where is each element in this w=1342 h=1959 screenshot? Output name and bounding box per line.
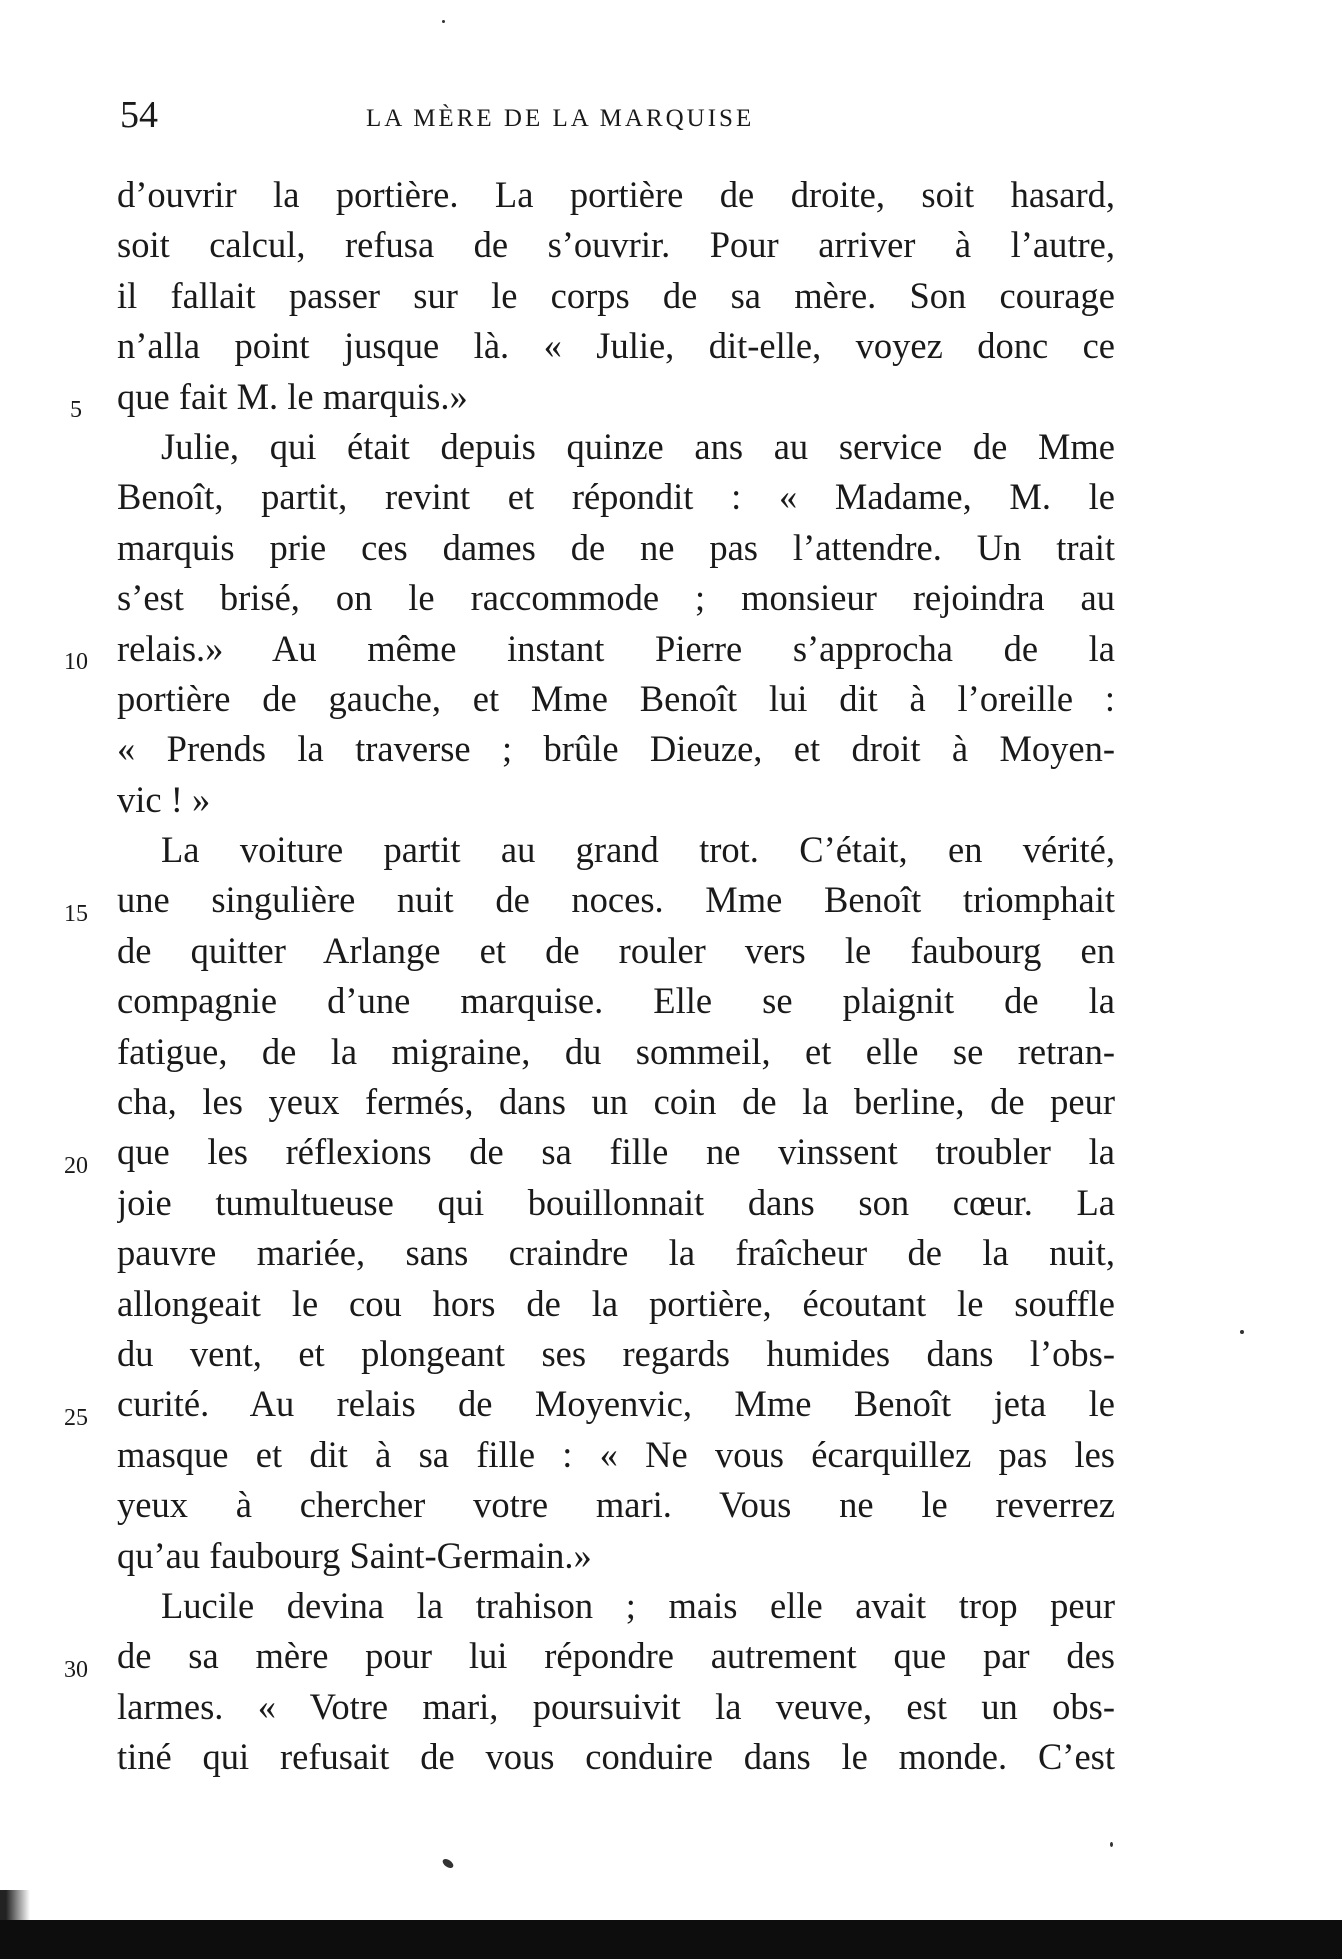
- text-line: Lucile devina la trahison ; mais elle avait trop peur: [161, 1584, 1115, 1626]
- text-line: relais.» Au même instant Pierre s’approcha de la: [117, 627, 1115, 669]
- text-line: joie tumultueuse qui bouillonnait dans son cœur. La: [117, 1181, 1115, 1223]
- line-number: 5: [70, 397, 82, 423]
- text-line: compagnie d’une marquise. Elle se plaignit de la: [117, 980, 1115, 1022]
- line-number: 25: [64, 1405, 88, 1431]
- ink-speck: [1110, 1842, 1113, 1847]
- scan-edge: [0, 1920, 1342, 1959]
- ink-speck: [441, 1857, 455, 1870]
- text-line: pauvre mariée, sans craindre la fraîcheur de la nuit,: [117, 1232, 1115, 1274]
- ink-speck: [442, 20, 445, 23]
- text-line: cha, les yeux fermés, dans un coin de la berline, de peur: [117, 1081, 1115, 1123]
- line-number: 15: [64, 901, 88, 927]
- running-title: LA MÈRE DE LA MARQUISE: [366, 105, 755, 132]
- text-line: larmes. « Votre mari, poursuivit la veuve, est un obs-: [117, 1685, 1115, 1727]
- text-line: de quitter Arlange et de rouler vers le faubourg en: [117, 929, 1115, 971]
- text-line: curité. Au relais de Moyenvic, Mme Benoît jeta le: [117, 1383, 1115, 1425]
- text-line: n’alla point jusque là. « Julie, dit-elle, voyez donc ce: [117, 325, 1115, 367]
- text-line: que fait M. le marquis.»: [117, 375, 468, 417]
- text-line: allongeait le cou hors de la portière, écoutant le souffle: [117, 1282, 1115, 1324]
- body-text: [117, 170, 1115, 1783]
- text-line: une singulière nuit de noces. Mme Benoît triomphait: [117, 879, 1115, 921]
- text-line: s’est brisé, on le raccommode ; monsieur rejoindra au: [117, 577, 1115, 619]
- text-line: La voiture partit au grand trot. C’était, en vérité,: [161, 829, 1115, 871]
- text-line: du vent, et plongeant ses regards humides dans l’obs-: [117, 1332, 1115, 1374]
- line-number: 20: [64, 1153, 88, 1179]
- text-line: d’ouvrir la portière. La portière de droite, soit hasard,: [117, 174, 1115, 215]
- text-line: Julie, qui était depuis quinze ans au service de Mme: [161, 425, 1115, 467]
- text-line: que les réflexions de sa fille ne vinssent troubler la: [117, 1131, 1115, 1173]
- text-line: masque et dit à sa fille : « Ne vous écarquillez pas les: [117, 1433, 1115, 1475]
- page-number: 54: [120, 94, 158, 136]
- text-line: « Prends la traverse ; brûle Dieuze, et droit à Moyen-: [117, 728, 1115, 770]
- line-number: 10: [64, 649, 88, 675]
- line-number: 30: [64, 1657, 88, 1683]
- text-line: soit calcul, refusa de s’ouvrir. Pour arriver à l’autre,: [117, 224, 1115, 266]
- text-line: fatigue, de la migraine, du sommeil, et elle se retran-: [117, 1030, 1115, 1072]
- text-line: marquis prie ces dames de ne pas l’attendre. Un trait: [117, 526, 1115, 568]
- text-line: portière de gauche, et Mme Benoît lui dit à l’oreille :: [117, 677, 1115, 719]
- text-line: vic ! »: [117, 778, 211, 820]
- text-line: yeux à chercher votre mari. Vous ne le reverrez: [117, 1484, 1115, 1526]
- text-line: tiné qui refusait de vous conduire dans le monde. C’est: [117, 1736, 1115, 1778]
- text-line: il fallait passer sur le corps de sa mère. Son courage: [117, 274, 1115, 316]
- text-line: de sa mère pour lui répondre autrement que par des: [117, 1635, 1115, 1677]
- text-line: Benoît, partit, revint et répondit : « Madame, M. le: [117, 476, 1115, 518]
- ink-speck: [1240, 1330, 1244, 1334]
- text-line: qu’au faubourg Saint-Germain.»: [117, 1534, 592, 1576]
